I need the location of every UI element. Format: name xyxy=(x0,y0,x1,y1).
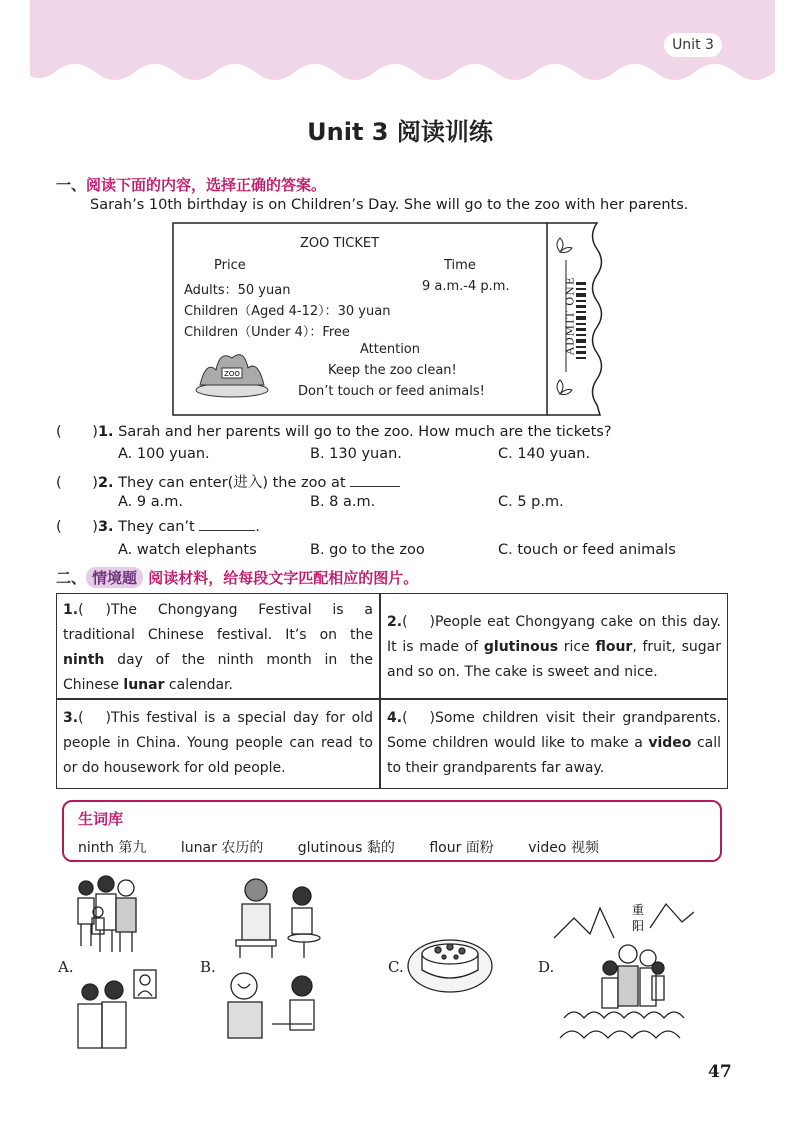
leaf-icon xyxy=(557,238,572,253)
passage-text: People eat Chongyang cake on this day. It is made of xyxy=(387,614,721,655)
q1-option-a[interactable]: A. 100 yuan. xyxy=(118,446,210,462)
ticket-children-under4: Children（Under 4）：Free xyxy=(184,325,350,340)
sign-char-2: 阳 xyxy=(631,919,645,933)
ticket-rule-2: Don’t touch or feed animals! xyxy=(298,384,485,399)
picture-a-family-video-call[interactable] xyxy=(72,874,162,1052)
passage-text: call to their grandparents far away. xyxy=(387,735,721,776)
answer-paren-open: ( xyxy=(56,424,62,440)
picture-a-label: A. xyxy=(58,958,74,976)
question-number: 2. xyxy=(97,475,114,491)
passage-text: This festival is a special day for old people in China. Young people can read to or do housework for old people. xyxy=(63,710,373,776)
q3-option-a[interactable]: A. watch elephants xyxy=(118,542,257,558)
keyword: lunar xyxy=(123,677,165,693)
fill-blank[interactable] xyxy=(350,475,400,487)
picture-b-helping-elders[interactable] xyxy=(216,874,336,1052)
picture-d-label: D. xyxy=(538,958,555,976)
passage-text: Some children visit their grandparents. Some children would like to make a xyxy=(387,710,721,751)
section2-instruction: 阅读材料，给每段文字匹配相应的图片。 xyxy=(148,569,419,587)
q1-option-b[interactable]: B. 130 yuan. xyxy=(310,446,402,462)
ticket-time-heading: Time xyxy=(444,258,476,273)
word-entry: lunar 农历的 xyxy=(180,840,264,856)
q2-option-c[interactable]: C. 5 p.m. xyxy=(498,494,564,510)
section1-instruction: 阅读下面的内容，选择正确的答案。 xyxy=(86,176,327,194)
answer-paren-close: ) xyxy=(105,710,111,726)
picture-c-chongyang-cake[interactable] xyxy=(404,920,494,1000)
ticket-title: ZOO TICKET xyxy=(300,236,380,251)
section1-number: 一、 xyxy=(56,176,87,194)
section2-number: 二、 xyxy=(56,569,87,587)
word-bank xyxy=(62,800,722,862)
passage-number: 4. xyxy=(387,710,403,726)
question-2 xyxy=(56,471,400,492)
section1-intro: Sarah’s 10th birthday is on Children’s Day. She will go to the zoo with her parents. xyxy=(90,197,689,213)
ticket-stub xyxy=(558,264,578,368)
word-bank-entries xyxy=(78,837,629,857)
question-text: They can enter(进入) the zoo at xyxy=(118,475,346,491)
q2-option-b[interactable]: B. 8 a.m. xyxy=(310,494,376,510)
zoo-sign: ZOO xyxy=(224,370,240,378)
answer-paren-open: ( xyxy=(56,475,62,491)
passage-1 xyxy=(63,598,373,698)
answer-paren-close: ) xyxy=(429,614,435,630)
ticket-adults: Adults：50 yuan xyxy=(184,283,291,298)
unit-badge: Unit 3 xyxy=(664,33,722,57)
q3-option-c[interactable]: C. touch or feed animals xyxy=(498,542,676,558)
passage-grid xyxy=(56,593,728,789)
passage-3 xyxy=(63,706,373,781)
ticket-rule-1: Keep the zoo clean! xyxy=(328,363,457,378)
page-number: 47 xyxy=(708,1062,732,1082)
word-entry: ninth 第九 xyxy=(78,840,147,856)
passage-text: , fruit, sugar and so on. The cake is sweet and nice. xyxy=(387,639,721,680)
ticket-children-4-12: Children（Aged 4-12）：30 yuan xyxy=(184,304,391,319)
question-3 xyxy=(56,519,260,535)
zoo-ticket xyxy=(172,222,608,416)
passage-text: rice xyxy=(558,639,596,655)
scenario-tag: 情境题 xyxy=(86,567,143,588)
word-entry: glutinous 黏的 xyxy=(297,840,395,856)
passage-text: calendar. xyxy=(164,677,233,693)
keyword: video xyxy=(648,735,692,751)
keyword: ninth xyxy=(63,652,105,668)
keyword: flour xyxy=(595,639,633,655)
q1-option-c[interactable]: C. 140 yuan. xyxy=(498,446,591,462)
leaf-icon xyxy=(557,380,572,395)
ticket-attention-heading: Attention xyxy=(360,342,420,357)
stub-text: ADMIT ONE xyxy=(563,276,577,355)
sign-char-1: 重 xyxy=(631,903,645,917)
answer-paren-open: ( xyxy=(56,519,62,535)
passage-2 xyxy=(387,610,721,685)
word-entry: flour 面粉 xyxy=(429,840,494,856)
page-title: Unit 3 阅读训练 xyxy=(307,118,493,146)
picture-b-label: B. xyxy=(200,958,216,976)
answer-paren-close: ) xyxy=(105,602,111,618)
answer-paren-close: ) xyxy=(92,424,98,440)
answer-paren-open: ( xyxy=(402,614,408,630)
answer-paren-open: ( xyxy=(78,710,84,726)
word-entry: video 视频 xyxy=(528,840,599,856)
ticket-time-value: 9 a.m.-4 p.m. xyxy=(422,279,510,294)
section2-heading xyxy=(56,567,418,588)
question-1 xyxy=(56,424,612,440)
question-number: 1. xyxy=(97,424,114,440)
picture-c-label: C. xyxy=(388,958,404,976)
passage-number: 1. xyxy=(63,602,79,618)
zoo-gate-illustration xyxy=(192,340,272,400)
fill-blank[interactable] xyxy=(199,519,255,531)
q2-option-a[interactable]: A. 9 a.m. xyxy=(118,494,183,510)
passage-4 xyxy=(387,706,721,781)
passage-number: 2. xyxy=(387,614,403,630)
question-text: They can’t xyxy=(118,519,195,535)
answer-paren-open: ( xyxy=(402,710,408,726)
passage-number: 3. xyxy=(63,710,79,726)
q3-option-b[interactable]: B. go to the zoo xyxy=(310,542,425,558)
keyword: glutinous xyxy=(483,639,559,655)
ticket-price-heading: Price xyxy=(214,258,246,273)
question-text: Sarah and her parents will go to the zoo. How much are the tickets? xyxy=(118,424,612,440)
answer-paren-close: ) xyxy=(429,710,435,726)
passage-text: The Chongyang Festival is a traditional Chinese festival. It’s on the xyxy=(63,602,373,643)
word-bank-title: 生词库 xyxy=(78,810,124,828)
passage-text: day of the ninth month in the Chinese xyxy=(63,652,373,693)
picture-d-mountain-outing[interactable] xyxy=(554,898,694,1048)
question-end: . xyxy=(255,519,260,535)
answer-paren-open: ( xyxy=(78,602,84,618)
question-number: 3. xyxy=(97,519,114,535)
section1-heading xyxy=(56,174,326,195)
answer-paren-close: ) xyxy=(92,475,98,491)
answer-paren-close: ) xyxy=(92,519,98,535)
